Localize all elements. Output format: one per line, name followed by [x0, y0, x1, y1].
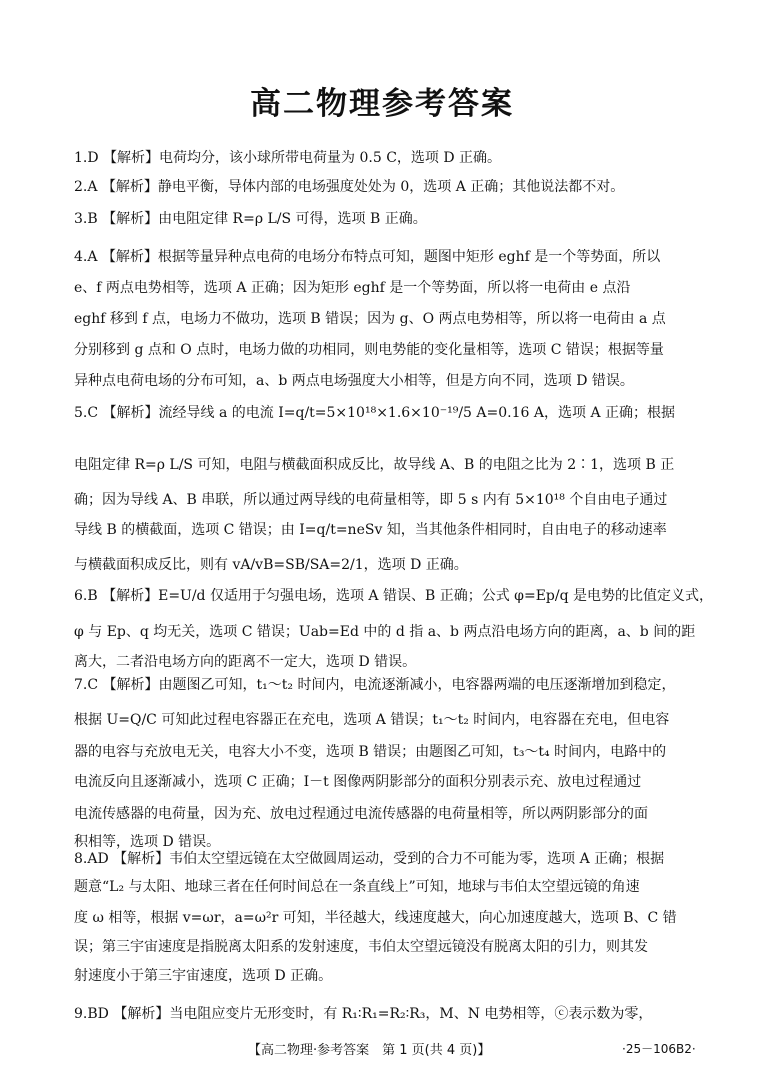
document-code: ·25－106B2· — [622, 1042, 696, 1056]
answer-line: 积相等，选项 D 错误。 — [74, 834, 221, 850]
answer-line: 异种点电荷电场的分布可知，a、b 两点电场强度大小相等，但是方向不同，选项 D 错误。 — [74, 373, 634, 389]
answer-line: 3.B 【解析】由电阻定律 R=ρ L/S 可得，选项 B 正确。 — [74, 211, 427, 227]
answer-line: 导线 B 的横截面，选项 C 错误；由 I=q/t=neSv 知，当其他条件相同时，自由电子的移动速率 — [74, 522, 667, 538]
answer-line: 电阻定律 R=ρ L/S 可知，电阻与横截面积成反比，故导线 A、B 的电阻之比为 2∶1，选项 B 正 — [74, 457, 675, 473]
answer-line: 4.A 【解析】根据等量异种点电荷的电场分布特点可知，题图中矩形 eghf 是一个等势面，所以 — [74, 249, 661, 265]
answer-line: 度 ω 相等，根据 v=ωr，a=ω²r 可知，半径越大，线速度越大，向心加速度越大，选项 B、C 错 — [74, 910, 677, 926]
answer-line: 电流反向且逐渐减小，选项 C 正确；I－t 图像两阴影部分的面积分别表示充、放电过程通过 — [74, 774, 642, 790]
answer-line: 射速度小于第三宇宙速度，选项 D 正确。 — [74, 968, 333, 984]
answer-line: 误；第三宇宙速度是指脱离太阳系的发射速度，韦伯太空望远镜没有脱离太阳的引力，则其发 — [74, 939, 648, 955]
answer-line: 分别移到 g 点和 O 点时，电场力做的功相同，则电势能的变化量相等，选项 C 错误；根据等量 — [74, 342, 664, 358]
answer-line: 与横截面积成反比，则有 vA/vB=SB/SA=2/1，选项 D 正确。 — [74, 557, 468, 573]
answer-line: eghf 移到 f 点，电场力不做功，选项 B 错误；因为 g、O 两点电势相等，所以将一电荷由 a 点 — [74, 311, 666, 327]
page-footer: 【高二物理·参考答案 第 1 页(共 4 页)】 — [248, 1043, 491, 1058]
answer-line: 电流传感器的电荷量，因为充、放电过程通过电流传感器的电荷量相等，所以两阴影部分的面 — [74, 806, 648, 822]
answer-line: 根据 U=Q/C 可知此过程电容器正在充电，选项 A 错误；t₁～t₂ 时间内，电容器在充电，但电容 — [74, 712, 670, 728]
answer-line: 9.BD 【解析】当电阻应变片无形变时，有 R₁∶R₁=R₂∶R₃，M、N 电势相等，ⓒ表示数为零， — [74, 1006, 653, 1022]
answer-line: e、f 两点电势相等，选项 A 正确；因为矩形 eghf 是一个等势面，所以将一电荷由 e 点沿 — [74, 280, 631, 296]
page-title: 高二物理参考答案 — [250, 86, 514, 122]
answer-line: 确；因为导线 A、B 串联，所以通过两导线的电荷量相等，即 5 s 内有 5×10¹⁸ 个自由电子通过 — [74, 492, 668, 508]
answer-line: 7.C 【解析】由题图乙可知，t₁～t₂ 时间内，电流逐渐减小，电容器两端的电压逐渐增加到稳定， — [74, 677, 676, 693]
answer-line: φ 与 Ep、q 均无关，选项 C 错误；Uab=Ed 中的 d 指 a、b 两点沿电场方向的距离，a、b 间的距 — [74, 624, 696, 640]
answer-line: 5.C 【解析】流经导线 a 的电流 I=q/t=5×10¹⁸×1.6×10⁻¹⁹/5 A=0.16 A，选项 A 正确；根据 — [74, 405, 676, 421]
answer-line: 6.B 【解析】E=U/d 仅适用于匀强电场，选项 A 错误、B 正确；公式 φ=Ep/q 是电势的比值定义式， — [74, 588, 714, 604]
answer-line: 1.D 【解析】电荷均分，该小球所带电荷量为 0.5 C，选项 D 正确。 — [74, 150, 502, 166]
answer-line: 器的电容与充放电无关，电容大小不变，选项 B 错误；由题图乙可知，t₃～t₄ 时间内，电路中的 — [74, 744, 667, 760]
answer-line: 2.A 【解析】静电平衡，导体内部的电场强度处处为 0，选项 A 正确；其他说法都不对。 — [74, 179, 625, 195]
answer-line: 离大，二者沿电场方向的距离不一定大，选项 D 错误。 — [74, 654, 417, 670]
answer-line: 题意“L₂ 与太阳、地球三者在任何时间总在一条直线上”可知，地球与韦伯太空望远镜的角速 — [74, 879, 640, 895]
answer-line: 8.AD 【解析】韦伯太空望远镜在太空做圆周运动，受到的合力不可能为零，选项 A 正确；根据 — [74, 851, 665, 867]
